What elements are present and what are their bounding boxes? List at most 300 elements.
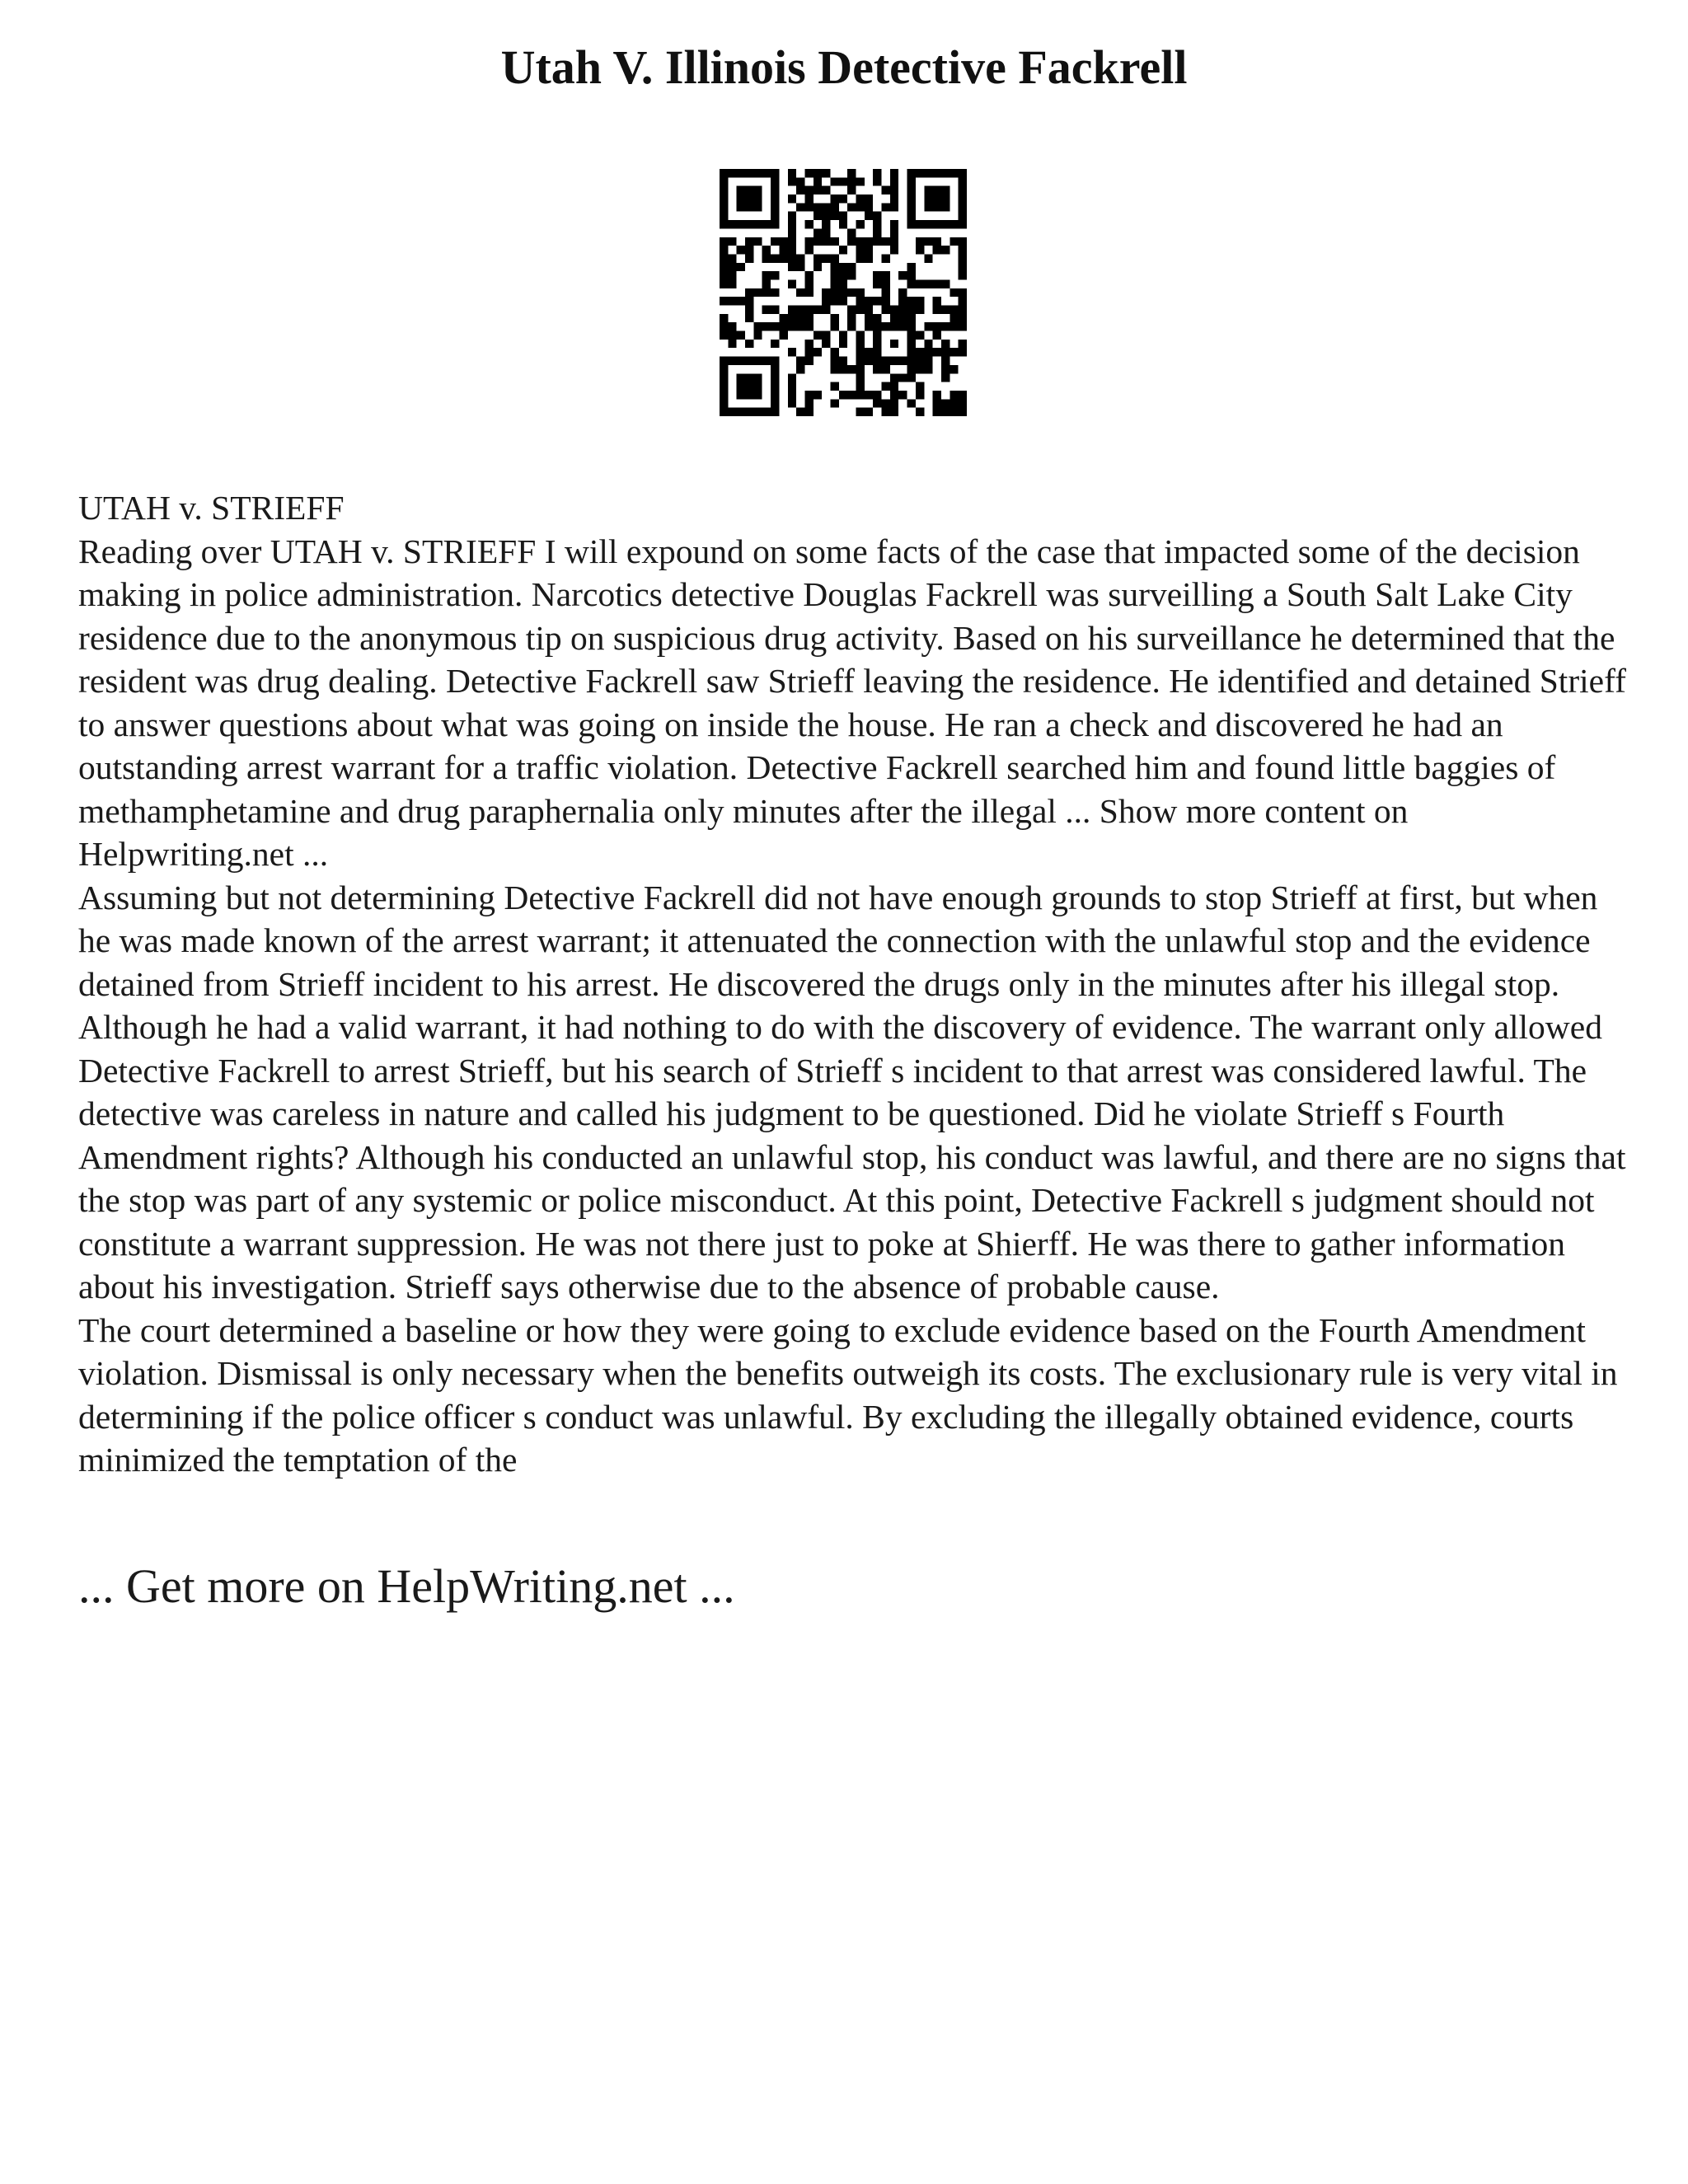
qr-module bbox=[804, 306, 813, 314]
qr-module bbox=[720, 331, 728, 340]
qr-module bbox=[890, 340, 898, 348]
qr-module bbox=[882, 399, 890, 407]
article-paragraph: Reading over UTAH v. STRIEFF I will expound on some facts of the case that impacted some of the decision making in police administration. Narcotics detective Douglas Fackrell was surveilling a South Salt Lake City residence due to the anonymous tip on suspicious drug activity. Based on his surveillance he determined that the resident was drug dealing. Detective Fackrell saw Strieff leaving the residence. He identified and detained Strieff to answer questions about what was going on inside the house. He ran a check and discovered he had an outstanding arrest warrant for a traffic violation. Detective Fackrell searched him and found little baggies of methamphetamine and drug paraphernalia only minutes after the illegal ... Show more content on Helpwriting.net ... bbox=[78, 532, 1626, 873]
qr-module bbox=[950, 408, 958, 416]
qr-module bbox=[814, 237, 822, 246]
qr-module bbox=[728, 169, 736, 177]
qr-module bbox=[728, 279, 736, 288]
qr-module bbox=[728, 271, 736, 279]
qr-module bbox=[907, 314, 916, 322]
qr-module bbox=[941, 399, 950, 407]
qr-module bbox=[907, 340, 916, 348]
qr-module bbox=[737, 194, 745, 203]
qr-module bbox=[865, 194, 873, 203]
qr-module bbox=[839, 391, 847, 399]
qr-module bbox=[745, 186, 753, 194]
qr-module bbox=[796, 177, 804, 185]
qr-module bbox=[839, 297, 847, 305]
qr-module bbox=[728, 297, 736, 305]
qr-module bbox=[847, 391, 856, 399]
qr-module bbox=[720, 373, 728, 382]
qr-module bbox=[788, 391, 796, 399]
qr-module bbox=[771, 322, 779, 330]
qr-module bbox=[830, 365, 838, 373]
qr-module bbox=[916, 365, 924, 373]
get-more-link[interactable]: ... Get more on HelpWriting.net ... bbox=[78, 1559, 735, 1613]
qr-module bbox=[788, 194, 796, 203]
qr-module bbox=[959, 271, 967, 279]
qr-module bbox=[933, 399, 941, 407]
qr-module bbox=[720, 322, 728, 330]
qr-module bbox=[856, 365, 865, 373]
qr-module bbox=[720, 297, 728, 305]
qr-module bbox=[745, 357, 753, 365]
qr-module bbox=[916, 408, 924, 416]
qr-module bbox=[814, 212, 822, 220]
qr-module bbox=[745, 373, 753, 382]
qr-module bbox=[856, 254, 865, 262]
qr-module bbox=[865, 246, 873, 254]
qr-module bbox=[804, 271, 813, 279]
qr-module bbox=[779, 314, 787, 322]
qr-module bbox=[873, 314, 881, 322]
qr-module bbox=[847, 169, 856, 177]
article-paragraph: Assuming but not determining Detective Fackrell did not have enough grounds to stop Strieff at first, but when he was made known of the arrest warrant; it attenuated the connection with the unlawful stop and the evidence detained from Strieff incident to his arrest. He discovered the drugs only in the minutes after his illegal stop. Although he had a valid warrant, it had nothing to do with the discovery of evidence. The warrant only allowed Detective Fackrell to arrest Strieff, but his search of Strieff s incident to that arrest was considered lawful. The detective was careless in nature and called his judgment to be questioned. Did he violate Strieff s Fourth Amendment rights? Although his conducted an unlawful stop, his conduct was lawful, and there are no signs that the stop was part of any systemic or police misconduct. At this point, Detective Fackrell s judgment should not constitute a warrant suppression. He was not there just to poke at Shierff. He was there to gather information about his investigation. Strieff says otherwise due to the absence of probable cause. bbox=[78, 878, 1626, 1305]
qr-module bbox=[720, 177, 728, 185]
qr-module bbox=[856, 194, 865, 203]
qr-module bbox=[950, 237, 958, 246]
qr-module bbox=[745, 237, 753, 246]
qr-module bbox=[796, 306, 804, 314]
qr-module bbox=[941, 186, 950, 194]
qr-module bbox=[907, 186, 916, 194]
qr-module bbox=[822, 228, 830, 237]
qr-module bbox=[933, 348, 941, 356]
qr-module bbox=[796, 322, 804, 330]
qr-module bbox=[907, 322, 916, 330]
qr-module bbox=[804, 322, 813, 330]
qr-module bbox=[771, 408, 779, 416]
qr-module bbox=[959, 254, 967, 262]
qr-module bbox=[720, 186, 728, 194]
qr-module bbox=[804, 348, 813, 356]
qr-module bbox=[830, 212, 838, 220]
qr-module bbox=[771, 373, 779, 382]
qr-module bbox=[745, 246, 753, 254]
qr-module bbox=[830, 348, 838, 356]
qr-module bbox=[788, 246, 796, 254]
qr-module bbox=[907, 212, 916, 220]
qr-module bbox=[882, 322, 890, 330]
qr-module bbox=[856, 237, 865, 246]
qr-module bbox=[856, 331, 865, 340]
qr-module bbox=[959, 246, 967, 254]
qr-module bbox=[847, 186, 856, 194]
qr-module bbox=[950, 391, 958, 399]
qr-module bbox=[941, 408, 950, 416]
qr-module bbox=[822, 297, 830, 305]
qr-module bbox=[856, 288, 865, 297]
qr-module bbox=[959, 203, 967, 211]
qr-module bbox=[720, 254, 728, 262]
qr-module bbox=[737, 373, 745, 382]
qr-module bbox=[865, 357, 873, 365]
qr-module bbox=[950, 322, 958, 330]
qr-module bbox=[788, 399, 796, 407]
qr-module bbox=[822, 203, 830, 211]
qr-module bbox=[796, 254, 804, 262]
qr-module bbox=[856, 382, 865, 391]
qr-module bbox=[933, 306, 941, 314]
qr-module bbox=[882, 288, 890, 297]
qr-module bbox=[950, 348, 958, 356]
qr-module bbox=[814, 186, 822, 194]
document-title: Utah V. Illinois Detective Fackrell bbox=[500, 40, 1188, 94]
qr-module bbox=[762, 322, 771, 330]
qr-module bbox=[753, 169, 762, 177]
qr-module bbox=[771, 177, 779, 185]
qr-module bbox=[737, 357, 745, 365]
qr-module bbox=[720, 382, 728, 391]
qr-module bbox=[720, 246, 728, 254]
qr-module bbox=[796, 314, 804, 322]
qr-module bbox=[882, 237, 890, 246]
qr-module bbox=[890, 203, 898, 211]
qr-module bbox=[924, 169, 932, 177]
qr-code-icon[interactable] bbox=[720, 169, 967, 416]
qr-module bbox=[814, 331, 822, 340]
qr-module bbox=[830, 399, 838, 407]
qr-module bbox=[788, 228, 796, 237]
qr-module bbox=[933, 237, 941, 246]
qr-module bbox=[916, 382, 924, 391]
qr-module bbox=[830, 357, 838, 365]
qr-module bbox=[847, 177, 856, 185]
qr-module bbox=[924, 357, 932, 365]
qr-module bbox=[839, 177, 847, 185]
qr-module bbox=[941, 169, 950, 177]
qr-module bbox=[753, 382, 762, 391]
qr-module bbox=[873, 177, 881, 185]
qr-module bbox=[804, 169, 813, 177]
qr-module bbox=[839, 194, 847, 203]
qr-module bbox=[779, 331, 787, 340]
qr-module bbox=[771, 254, 779, 262]
qr-module bbox=[865, 203, 873, 211]
qr-module bbox=[890, 314, 898, 322]
qr-module bbox=[720, 357, 728, 365]
qr-module bbox=[907, 194, 916, 203]
qr-module bbox=[873, 322, 881, 330]
qr-module bbox=[882, 279, 890, 288]
qr-module bbox=[737, 297, 745, 305]
qr-module bbox=[865, 408, 873, 416]
qr-module bbox=[796, 357, 804, 365]
qr-module bbox=[737, 186, 745, 194]
qr-module bbox=[814, 203, 822, 211]
qr-module bbox=[771, 306, 779, 314]
qr-module bbox=[847, 237, 856, 246]
qr-module bbox=[959, 177, 967, 185]
qr-module bbox=[753, 220, 762, 228]
qr-module bbox=[882, 271, 890, 279]
qr-module bbox=[804, 220, 813, 228]
qr-module bbox=[856, 220, 865, 228]
qr-module bbox=[907, 169, 916, 177]
qr-module bbox=[941, 194, 950, 203]
qr-module bbox=[814, 306, 822, 314]
qr-module bbox=[933, 297, 941, 305]
qr-module bbox=[737, 220, 745, 228]
qr-module bbox=[959, 186, 967, 194]
qr-module bbox=[788, 322, 796, 330]
qr-module bbox=[830, 271, 838, 279]
qr-module bbox=[804, 203, 813, 211]
qr-module bbox=[830, 279, 838, 288]
qr-module bbox=[959, 288, 967, 297]
qr-module bbox=[898, 288, 907, 297]
qr-module bbox=[796, 203, 804, 211]
qr-module bbox=[882, 186, 890, 194]
qr-module bbox=[924, 340, 932, 348]
qr-module bbox=[822, 288, 830, 297]
qr-module bbox=[771, 237, 779, 246]
qr-module bbox=[856, 391, 865, 399]
qr-module bbox=[728, 237, 736, 246]
qr-module bbox=[924, 194, 932, 203]
qr-module bbox=[916, 297, 924, 305]
qr-module bbox=[830, 177, 838, 185]
qr-module bbox=[762, 357, 771, 365]
qr-module bbox=[720, 237, 728, 246]
qr-module bbox=[745, 408, 753, 416]
qr-module bbox=[788, 306, 796, 314]
qr-module bbox=[839, 212, 847, 220]
qr-module bbox=[890, 177, 898, 185]
qr-module bbox=[737, 169, 745, 177]
qr-module bbox=[890, 246, 898, 254]
qr-module bbox=[720, 314, 728, 322]
qr-module bbox=[728, 357, 736, 365]
qr-module bbox=[890, 194, 898, 203]
qr-module bbox=[882, 357, 890, 365]
qr-module bbox=[959, 212, 967, 220]
qr-module bbox=[933, 194, 941, 203]
qr-module bbox=[916, 331, 924, 340]
qr-module bbox=[720, 212, 728, 220]
qr-module bbox=[907, 357, 916, 365]
qr-module bbox=[890, 382, 898, 391]
qr-module bbox=[728, 322, 736, 330]
qr-module bbox=[728, 408, 736, 416]
qr-module bbox=[898, 297, 907, 305]
qr-module bbox=[890, 408, 898, 416]
qr-module bbox=[873, 348, 881, 356]
qr-module bbox=[941, 322, 950, 330]
qr-module bbox=[865, 322, 873, 330]
qr-module bbox=[924, 203, 932, 211]
qr-module bbox=[804, 340, 813, 348]
qr-module bbox=[839, 357, 847, 365]
qr-module bbox=[865, 297, 873, 305]
qr-module bbox=[941, 203, 950, 211]
qr-module bbox=[788, 314, 796, 322]
qr-module bbox=[745, 382, 753, 391]
qr-module bbox=[762, 408, 771, 416]
qr-module bbox=[728, 263, 736, 271]
qr-module bbox=[753, 322, 762, 330]
qr-module bbox=[890, 373, 898, 382]
qr-module bbox=[941, 348, 950, 356]
qr-module bbox=[950, 399, 958, 407]
qr-module bbox=[804, 399, 813, 407]
qr-module bbox=[941, 373, 950, 382]
qr-module bbox=[959, 306, 967, 314]
qr-module bbox=[959, 169, 967, 177]
qr-module bbox=[720, 279, 728, 288]
qr-module bbox=[856, 348, 865, 356]
qr-module bbox=[890, 322, 898, 330]
qr-module bbox=[814, 228, 822, 237]
qr-module bbox=[788, 348, 796, 356]
qr-module bbox=[839, 279, 847, 288]
qr-module bbox=[728, 254, 736, 262]
qr-module bbox=[720, 220, 728, 228]
qr-module bbox=[933, 408, 941, 416]
qr-module bbox=[745, 288, 753, 297]
qr-module bbox=[907, 220, 916, 228]
qr-module bbox=[771, 203, 779, 211]
qr-module bbox=[814, 169, 822, 177]
qr-module bbox=[788, 373, 796, 382]
qr-module bbox=[745, 306, 753, 314]
qr-module bbox=[907, 348, 916, 356]
qr-module bbox=[916, 391, 924, 399]
qr-module bbox=[814, 348, 822, 356]
qr-module bbox=[890, 169, 898, 177]
qr-module bbox=[907, 263, 916, 271]
qr-module bbox=[745, 314, 753, 322]
qr-code-graphic bbox=[720, 169, 967, 416]
qr-module bbox=[933, 322, 941, 330]
qr-module bbox=[745, 297, 753, 305]
qr-module bbox=[950, 169, 958, 177]
article-paragraph: The court determined a baseline or how they were going to exclude evidence based on the Fourth Amendment violation. Dismissal is only necessary when the benefits outweigh its costs. The exclusionary rule is very vital in determining if the police officer s conduct was unlawful. By excluding the illegally obtained evidence, courts minimized the temptation of the bbox=[78, 1310, 1618, 1479]
qr-module bbox=[753, 357, 762, 365]
qr-module bbox=[907, 279, 916, 288]
qr-module bbox=[762, 288, 771, 297]
qr-module bbox=[890, 306, 898, 314]
qr-module bbox=[720, 399, 728, 407]
qr-module bbox=[959, 297, 967, 305]
qr-module bbox=[959, 194, 967, 203]
qr-module bbox=[814, 263, 822, 271]
qr-module bbox=[856, 373, 865, 382]
qr-module bbox=[804, 357, 813, 365]
qr-module bbox=[847, 314, 856, 322]
qr-module bbox=[873, 357, 881, 365]
qr-module bbox=[753, 331, 762, 340]
qr-module bbox=[822, 212, 830, 220]
qr-module bbox=[796, 263, 804, 271]
qr-module bbox=[907, 297, 916, 305]
qr-module bbox=[822, 306, 830, 314]
qr-module bbox=[847, 203, 856, 211]
qr-module bbox=[959, 237, 967, 246]
qr-module bbox=[959, 314, 967, 322]
qr-module bbox=[907, 399, 916, 407]
qr-module bbox=[933, 331, 941, 340]
qr-module bbox=[720, 203, 728, 211]
qr-module bbox=[788, 237, 796, 246]
qr-module bbox=[856, 306, 865, 314]
qr-module bbox=[941, 220, 950, 228]
qr-module bbox=[830, 263, 838, 271]
qr-module bbox=[873, 237, 881, 246]
qr-module bbox=[941, 306, 950, 314]
qr-module bbox=[728, 220, 736, 228]
qr-module bbox=[941, 246, 950, 254]
qr-module bbox=[804, 246, 813, 254]
qr-module bbox=[839, 365, 847, 373]
qr-module bbox=[728, 331, 736, 340]
qr-module bbox=[959, 399, 967, 407]
qr-module bbox=[720, 271, 728, 279]
qr-module bbox=[830, 322, 838, 330]
qr-module bbox=[890, 228, 898, 237]
qr-module bbox=[753, 237, 762, 246]
qr-module bbox=[804, 314, 813, 322]
qr-module bbox=[890, 220, 898, 228]
qr-module bbox=[898, 314, 907, 322]
qr-module bbox=[856, 177, 865, 185]
qr-module bbox=[762, 306, 771, 314]
qr-module bbox=[898, 271, 907, 279]
qr-module bbox=[753, 186, 762, 194]
qr-module bbox=[916, 237, 924, 246]
qr-module bbox=[788, 169, 796, 177]
qr-module bbox=[771, 288, 779, 297]
qr-module bbox=[873, 297, 881, 305]
qr-module bbox=[916, 246, 924, 254]
qr-module bbox=[839, 288, 847, 297]
qr-module bbox=[847, 263, 856, 271]
qr-module bbox=[796, 365, 804, 373]
qr-module bbox=[856, 340, 865, 348]
qr-module bbox=[830, 203, 838, 211]
qr-module bbox=[745, 169, 753, 177]
qr-module bbox=[771, 169, 779, 177]
qr-module bbox=[804, 408, 813, 416]
qr-module bbox=[924, 348, 932, 356]
qr-module bbox=[924, 254, 932, 262]
qr-module bbox=[890, 399, 898, 407]
qr-module bbox=[933, 169, 941, 177]
qr-module bbox=[856, 357, 865, 365]
qr-module bbox=[873, 365, 881, 373]
qr-module bbox=[873, 340, 881, 348]
qr-module bbox=[753, 194, 762, 203]
qr-module bbox=[796, 186, 804, 194]
qr-module bbox=[822, 169, 830, 177]
qr-module bbox=[890, 391, 898, 399]
qr-module bbox=[856, 297, 865, 305]
qr-module bbox=[804, 186, 813, 194]
qr-module bbox=[762, 246, 771, 254]
qr-module bbox=[753, 203, 762, 211]
qr-module bbox=[865, 212, 873, 220]
qr-module bbox=[779, 322, 787, 330]
